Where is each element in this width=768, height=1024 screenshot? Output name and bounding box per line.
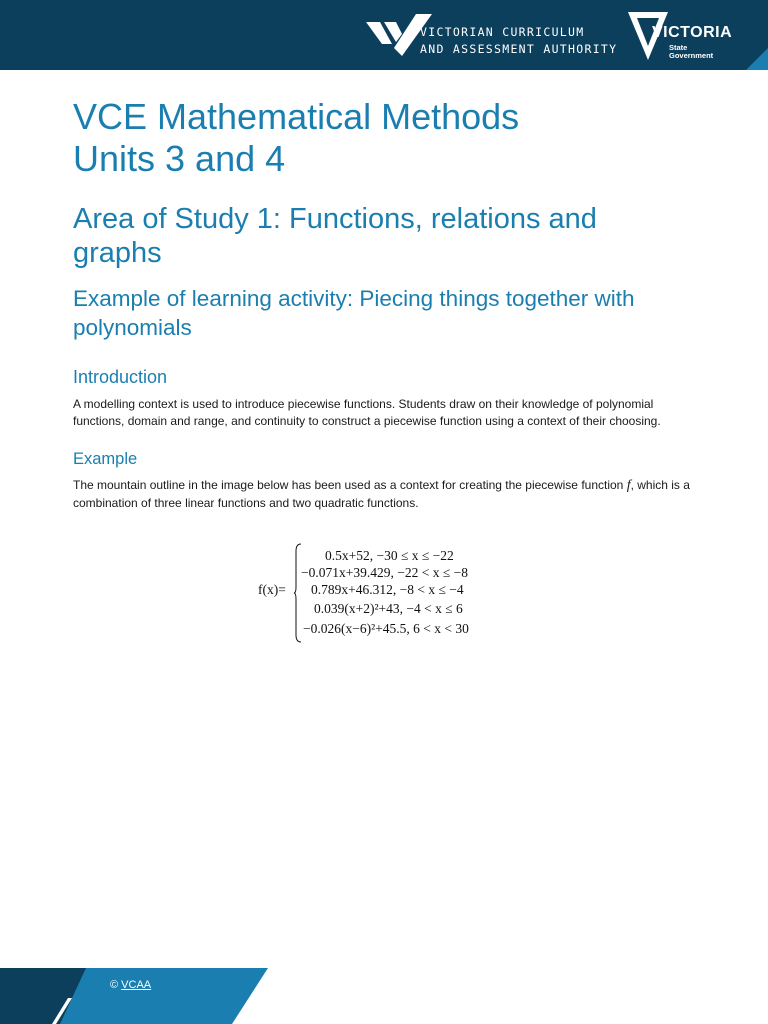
vcaa-wordmark <box>420 24 617 58</box>
example-text <box>73 477 693 511</box>
case-3: 0.789x+46.312, −8 < x ≤ −4 <box>311 582 464 597</box>
example-text-a: The mountain outline in the image below has been used as a context for creating the piecewise function <box>73 478 627 492</box>
left-brace-icon <box>294 543 302 643</box>
page-header <box>0 0 768 70</box>
org-line-2: AND ASSESSMENT AUTHORITY <box>420 42 618 56</box>
case-1: 0.5x+52, −30 ≤ x ≤ −22 <box>325 548 454 563</box>
document-body <box>73 96 693 511</box>
introduction-text: A modelling context is used to introduce piecewise functions. Students draw on their knowledge of polynomial functions, domain and range, and continuity to construct a piecewise function using a context of their choosing. <box>73 397 661 428</box>
title-line-1: VCE Mathematical Methods <box>73 96 520 137</box>
activity-heading: Example of learning activity: Piecing things together with polynomials <box>73 286 635 340</box>
gov-sub-2: Government <box>669 51 714 60</box>
state-government-label <box>669 44 713 60</box>
title-line-2: Units 3 and 4 <box>73 138 286 179</box>
example-heading: Example <box>73 450 138 468</box>
case-5: −0.026(x−6)²+45.5, 6 < x < 30 <box>303 621 469 636</box>
introduction-heading: Introduction <box>73 367 168 387</box>
vcaa-link[interactable]: VCAA <box>121 979 152 991</box>
footer-copyright <box>110 979 151 991</box>
example-text-b: , which is a combination of three linear functions and two quadratic functions. <box>73 478 690 510</box>
case-2: −0.071x+39.429, −22 < x ≤ −8 <box>301 565 468 580</box>
victoria-wordmark: VICTORIA <box>652 24 733 41</box>
function-symbol: f <box>626 478 631 493</box>
case-4: 0.039(x+2)²+43, −4 < x ≤ 6 <box>314 601 463 616</box>
footer-band <box>0 968 300 1024</box>
document-title <box>73 96 693 180</box>
formula-lhs: f(x)= <box>258 582 286 597</box>
gov-sub-1: State <box>669 43 688 52</box>
piecewise-function <box>258 543 558 643</box>
area-of-study-heading: Area of Study 1: Functions, relations and graphs <box>73 203 597 269</box>
header-corner-accent <box>746 48 768 70</box>
copyright-symbol: © <box>110 979 119 991</box>
org-line-1: VICTORIAN CURRICULUM <box>420 25 585 39</box>
